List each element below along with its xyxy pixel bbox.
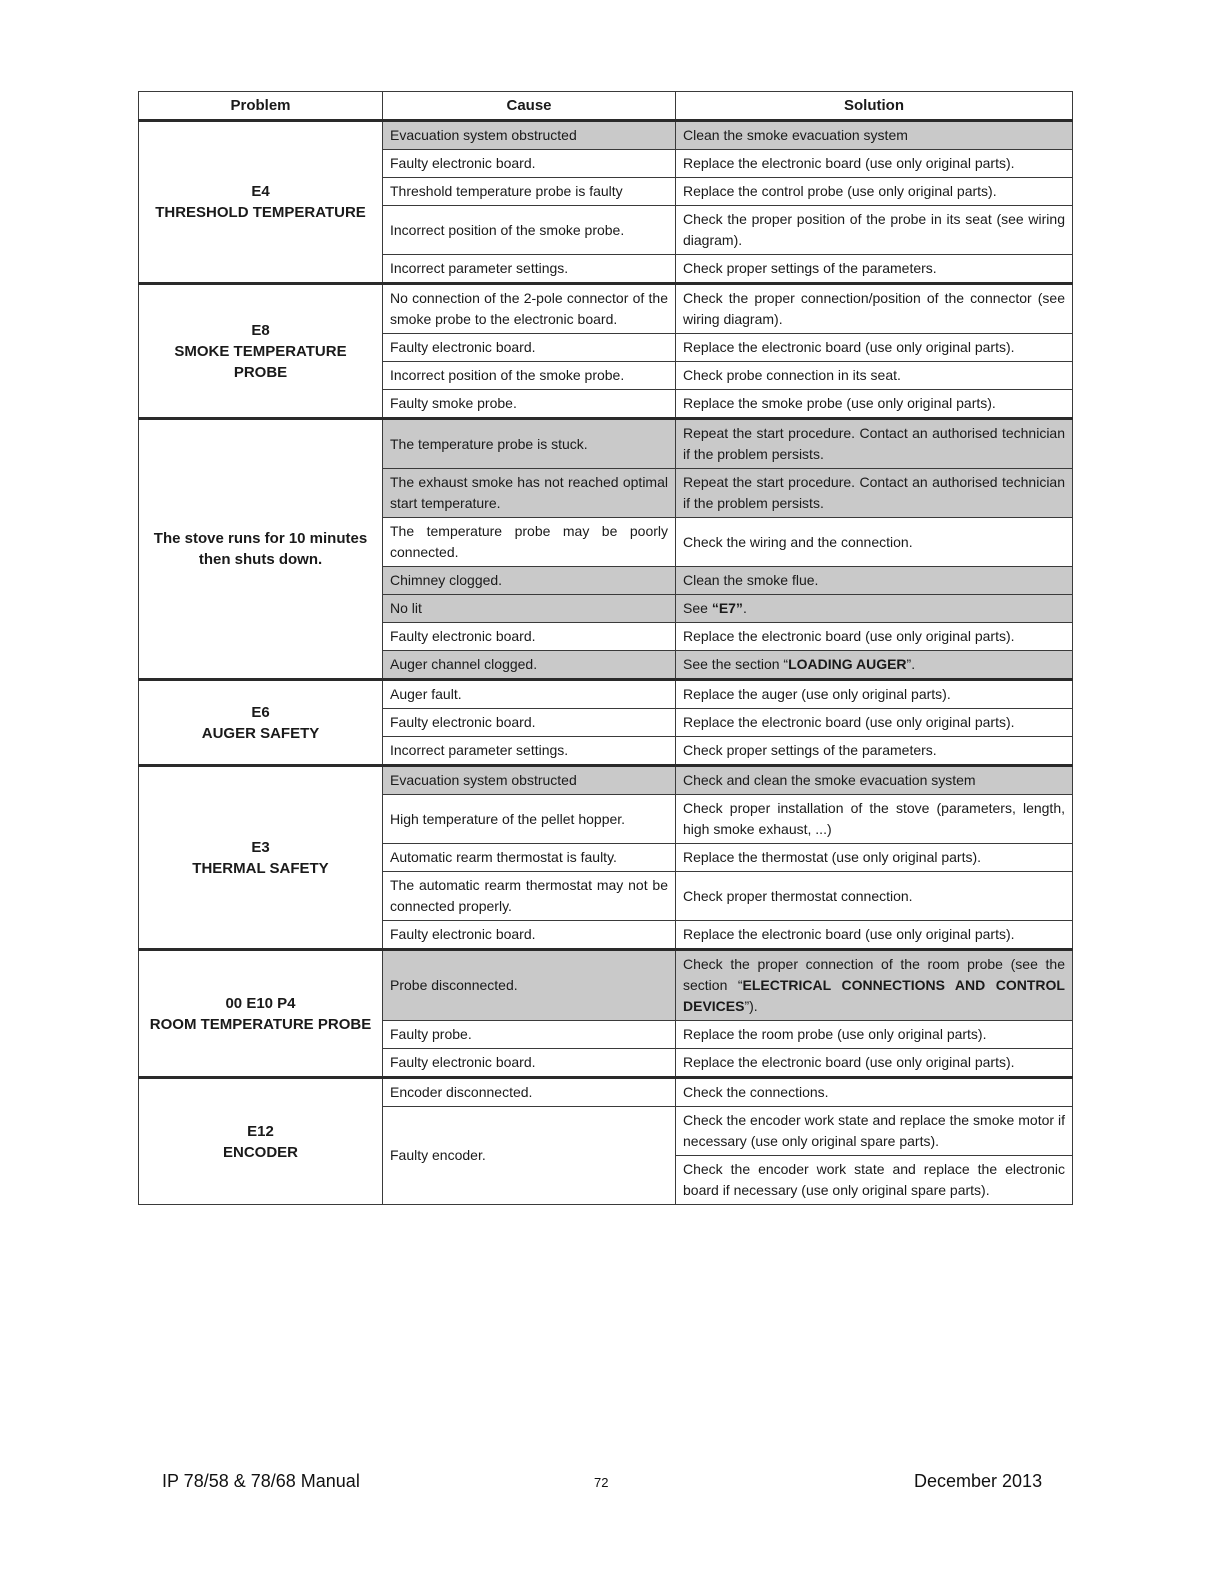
- solution-cell: Replace the electronic board (use only original parts).: [676, 150, 1073, 178]
- problem-title: ROOM TEMPERATURE PROBE: [149, 1015, 372, 1033]
- table-row: [139, 121, 1073, 150]
- cause-cell: Encoder disconnected.: [383, 1078, 676, 1107]
- cause-cell: The temperature probe is stuck.: [383, 419, 676, 469]
- solution-cell: Repeat the start procedure. Contact an authorised technician if the problem persists.: [676, 419, 1073, 469]
- solution-text: See: [683, 600, 712, 616]
- problem-title: THRESHOLD TEMPERATURE: [155, 204, 366, 221]
- cause-cell: Auger channel clogged.: [383, 651, 676, 680]
- cause-cell: Probe disconnected.: [383, 950, 676, 1021]
- problem-title: then shuts down.: [198, 551, 323, 568]
- cause-cell: Faulty encoder.: [383, 1107, 676, 1205]
- table-row: [139, 284, 1073, 334]
- problem-code: E12: [247, 1122, 274, 1140]
- cause-cell: Faulty electronic board.: [383, 1049, 676, 1078]
- footer-date: December 2013: [914, 1471, 1043, 1491]
- problem-title: AUGER SAFETY: [201, 724, 320, 742]
- cause-cell: Faulty smoke probe.: [383, 390, 676, 419]
- cause-cell: Faulty electronic board.: [383, 921, 676, 950]
- problem-cell: [139, 121, 383, 284]
- solution-text: Check the proper connection of the room probe (see the section “: [683, 956, 1065, 993]
- solution-cell: Replace the control probe (use only original parts).: [676, 178, 1073, 206]
- problem-code: E8: [251, 321, 270, 339]
- problem-group: [139, 284, 1073, 419]
- cause-cell: Faulty electronic board.: [383, 334, 676, 362]
- problem-group: [139, 419, 1073, 680]
- problem-cell: [139, 419, 383, 680]
- solution-cell: Check the proper position of the probe in its seat (see wiring diagram).: [676, 206, 1073, 255]
- solution-cell: [676, 950, 1073, 1021]
- encoder-group: [139, 1078, 1073, 1205]
- solution-text: .: [742, 600, 747, 616]
- solution-text: ”.: [906, 656, 916, 672]
- troubleshooting-table: [138, 91, 1073, 1205]
- solution-cell: Check proper settings of the parameters.: [676, 255, 1073, 284]
- footer-manual-title: IP 78/58 & 78/68 Manual: [162, 1471, 360, 1491]
- header-solution: Solution: [676, 92, 1073, 121]
- problem-group: [139, 950, 1073, 1078]
- problem-group: [139, 680, 1073, 766]
- solution-emphasis: “E7”: [711, 600, 743, 616]
- solution-cell: Replace the electronic board (use only original parts).: [676, 623, 1073, 651]
- cause-cell: No connection of the 2-pole connector of the smoke probe to the electronic board.: [383, 284, 676, 334]
- solution-cell: Replace the electronic board (use only original parts).: [676, 709, 1073, 737]
- table-row: [139, 766, 1073, 795]
- cause-cell: Evacuation system obstructed: [383, 766, 676, 795]
- problem-group: [139, 121, 1073, 284]
- footer-page-number: 72: [594, 1475, 609, 1490]
- cause-cell: The temperature probe may be poorly connected.: [383, 518, 676, 567]
- solution-text: See the section “: [683, 656, 789, 672]
- solution-cell: Check and clean the smoke evacuation system: [676, 766, 1073, 795]
- cause-cell: The automatic rearm thermostat may not be connected properly.: [383, 872, 676, 921]
- table-row: [139, 1078, 1073, 1107]
- cause-cell: Faulty electronic board.: [383, 623, 676, 651]
- solution-cell: Check the proper connection/position of the connector (see wiring diagram).: [676, 284, 1073, 334]
- cause-cell: Threshold temperature probe is faulty: [383, 178, 676, 206]
- solution-cell: Replace the smoke probe (use only original parts).: [676, 390, 1073, 419]
- problem-code: The stove runs for 10 minutes: [153, 530, 368, 547]
- solution-cell: Check proper settings of the parameters.: [676, 737, 1073, 766]
- solution-cell: [676, 595, 1073, 623]
- solution-cell: [676, 651, 1073, 680]
- cause-cell: Evacuation system obstructed: [383, 121, 676, 150]
- solution-cell: Repeat the start procedure. Contact an authorised technician if the problem persists.: [676, 469, 1073, 518]
- problem-cell: [139, 766, 383, 950]
- problem-code: E4: [251, 183, 270, 200]
- problem-title: ENCODER: [222, 1143, 298, 1161]
- solution-cell: Clean the smoke flue.: [676, 567, 1073, 595]
- table-row: [139, 950, 1073, 1021]
- problem-group: [139, 766, 1073, 950]
- cause-cell: Incorrect parameter settings.: [383, 255, 676, 284]
- table-header-row: [139, 92, 1073, 121]
- problem-title: THERMAL SAFETY: [192, 859, 329, 877]
- cause-cell: Faulty electronic board.: [383, 709, 676, 737]
- cause-cell: Automatic rearm thermostat is faulty.: [383, 844, 676, 872]
- cause-cell: The exhaust smoke has not reached optimal start temperature.: [383, 469, 676, 518]
- cause-cell: Chimney clogged.: [383, 567, 676, 595]
- solution-cell: Replace the electronic board (use only original parts).: [676, 921, 1073, 950]
- problem-code: E6: [251, 703, 270, 721]
- cause-cell: Auger fault.: [383, 680, 676, 709]
- problem-code: E3: [251, 838, 270, 856]
- problem-cell: [139, 950, 383, 1078]
- solution-cell: Replace the auger (use only original parts).: [676, 680, 1073, 709]
- cause-cell: High temperature of the pellet hopper.: [383, 795, 676, 844]
- solution-emphasis: LOADING AUGER: [788, 656, 907, 672]
- solution-cell: Check the encoder work state and replace the electronic board if necessary (use only original spare parts).: [676, 1156, 1073, 1205]
- solution-cell: Replace the electronic board (use only original parts).: [676, 1049, 1073, 1078]
- cause-cell: No lit: [383, 595, 676, 623]
- solution-emphasis: ELECTRICAL CONNECTIONS AND CONTROL DEVICES: [683, 977, 1065, 1014]
- cause-cell: Faulty probe.: [383, 1021, 676, 1049]
- header-problem: Problem: [139, 92, 383, 121]
- table-row: [139, 419, 1073, 469]
- solution-cell: Replace the thermostat (use only original parts).: [676, 844, 1073, 872]
- solution-cell: Check proper installation of the stove (parameters, length, high smoke exhaust, ...): [676, 795, 1073, 844]
- cause-cell: Faulty electronic board.: [383, 150, 676, 178]
- solution-cell: Check the wiring and the connection.: [676, 518, 1073, 567]
- cause-cell: Incorrect parameter settings.: [383, 737, 676, 766]
- problem-code: 00 E10 P4: [225, 994, 296, 1012]
- solution-cell: Replace the room probe (use only original parts).: [676, 1021, 1073, 1049]
- header-cause: Cause: [383, 92, 676, 121]
- cause-cell: Incorrect position of the smoke probe.: [383, 362, 676, 390]
- solution-cell: Replace the electronic board (use only original parts).: [676, 334, 1073, 362]
- solution-text: ”).: [744, 998, 758, 1014]
- solution-cell: Check probe connection in its seat.: [676, 362, 1073, 390]
- problem-cell: [139, 284, 383, 419]
- solution-cell: Check proper thermostat connection.: [676, 872, 1073, 921]
- solution-cell: Clean the smoke evacuation system: [676, 121, 1073, 150]
- problem-cell: [139, 680, 383, 766]
- solution-cell: Check the encoder work state and replace the smoke motor if necessary (use only original spare parts).: [676, 1107, 1073, 1156]
- solution-cell: Check the connections.: [676, 1078, 1073, 1107]
- problem-title: SMOKE TEMPERATURE PROBE: [174, 342, 347, 381]
- cause-cell: Incorrect position of the smoke probe.: [383, 206, 676, 255]
- problem-cell: [139, 1078, 383, 1205]
- table-row: [139, 680, 1073, 709]
